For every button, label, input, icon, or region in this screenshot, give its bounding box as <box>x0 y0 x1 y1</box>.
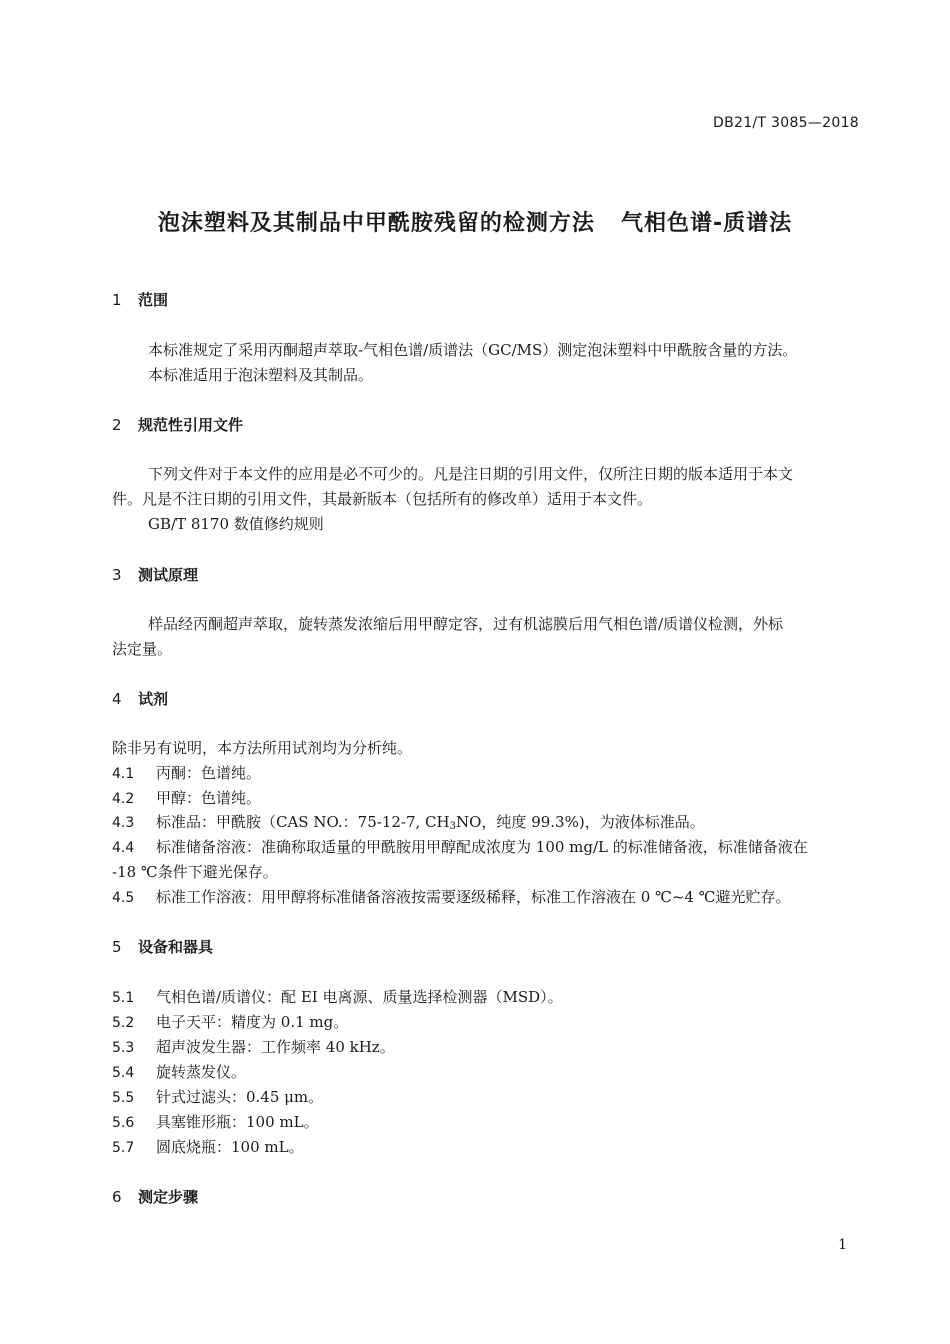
document-title <box>0 206 950 237</box>
item-text: 标准储备溶液：准确称取适量的甲酰胺用甲醇配成浓度为 100 mg/L 的标准储备液，标准储备液在 <box>156 838 808 856</box>
item-text: 针式过滤头：0.45 μm。 <box>156 1088 324 1106</box>
list-item <box>112 1011 348 1032</box>
subscript: 3 <box>449 821 456 832</box>
item-number: 5.7 <box>112 1140 135 1156</box>
paragraph-line: 法定量。 <box>112 640 173 658</box>
reference-entry: GB/T 8170 数值修约规则 <box>148 515 324 533</box>
item-number: 5.6 <box>112 1115 135 1131</box>
section-number: 6 <box>112 1188 122 1206</box>
item-number: 5.2 <box>112 1015 135 1031</box>
list-item <box>112 787 261 808</box>
item-number: 4.3 <box>112 815 135 831</box>
title-sub: 气相色谱-质谱法 <box>620 211 793 236</box>
item-number: 5.3 <box>112 1040 135 1056</box>
list-item <box>112 1086 323 1107</box>
document-number: DB21/T 3085—2018 <box>713 115 859 131</box>
list-item <box>112 886 791 907</box>
item-text: 电子天平：精度为 0.1 mg。 <box>156 1013 349 1031</box>
list-item <box>112 836 808 857</box>
item-text: NO，纯度 99.3%)，为液体标准品。 <box>456 813 705 831</box>
section-heading-principle <box>112 564 198 585</box>
section-number: 5 <box>112 938 122 956</box>
list-item-continuation: -18 ℃条件下避光保存。 <box>112 863 278 881</box>
section-heading-reagents <box>112 688 168 709</box>
item-text: 标准工作溶液：用甲醇将标准储备溶液按需要逐级稀释，标准工作溶液在 0 ℃~4 ℃避光贮存。 <box>156 888 791 906</box>
item-text: 甲醇：色谱纯。 <box>156 789 262 807</box>
section-title: 设备和器具 <box>138 938 214 956</box>
section-title: 范围 <box>138 291 169 309</box>
section-title: 测定步骤 <box>138 1188 199 1206</box>
section-heading-scope <box>112 289 168 310</box>
list-item <box>112 986 563 1007</box>
paragraph-line: 下列文件对于本文件的应用是必不可少的。凡是注日期的引用文件，仅所注日期的版本适用于本文 <box>148 465 794 483</box>
item-number: 4.2 <box>112 791 135 807</box>
item-text: 标准品：甲酰胺（CAS NO.：75-12-7, CH <box>156 813 450 831</box>
item-number: 4.4 <box>112 840 135 856</box>
section-number: 1 <box>112 291 122 309</box>
list-item <box>112 811 705 832</box>
list-item <box>112 1136 304 1157</box>
item-number: 5.4 <box>112 1065 135 1081</box>
item-text: 气相色谱/质谱仪：配 EI 电离源、质量选择检测器（MSD）。 <box>156 988 563 1006</box>
paragraph: 本标准规定了采用丙酮超声萃取-气相色谱/质谱法（GC/MS）测定泡沫塑料中甲酰胺含量的方法。 <box>148 341 798 359</box>
page-number: 1 <box>838 1237 847 1253</box>
list-item <box>112 762 261 783</box>
item-text: 旋转蒸发仪。 <box>156 1063 247 1081</box>
list-item <box>112 1111 319 1132</box>
section-number: 2 <box>112 416 122 434</box>
section-title: 测试原理 <box>138 566 199 584</box>
paragraph-line: 件。凡是不注日期的引用文件，其最新版本（包括所有的修改单）适用于本文件。 <box>112 490 653 508</box>
item-number: 5.5 <box>112 1090 135 1106</box>
section-heading-normative-references <box>112 414 243 435</box>
paragraph-line: 样品经丙酮超声萃取，旋转蒸发浓缩后用甲醇定容，过有机滤膜后用气相色谱/质谱仪检测，外标 <box>148 615 784 633</box>
section-title: 试剂 <box>138 690 169 708</box>
item-text: 超声波发生器：工作频率 40 kHz。 <box>156 1038 395 1056</box>
item-number: 4.1 <box>112 766 135 782</box>
item-text: 具塞锥形瓶：100 mL。 <box>156 1113 319 1131</box>
item-number: 5.1 <box>112 990 135 1006</box>
section-number: 3 <box>112 566 122 584</box>
section-heading-apparatus <box>112 936 213 957</box>
item-number: 4.5 <box>112 890 135 906</box>
item-text: 圆底烧瓶：100 mL。 <box>156 1138 304 1156</box>
item-text: 丙酮：色谱纯。 <box>156 764 262 782</box>
title-main: 泡沫塑料及其制品中甲酰胺残留的检测方法 <box>157 211 595 236</box>
paragraph: 除非另有说明，本方法所用试剂均为分析纯。 <box>112 739 413 757</box>
list-item <box>112 1061 246 1082</box>
section-number: 4 <box>112 690 122 708</box>
paragraph: 本标准适用于泡沫塑料及其制品。 <box>148 366 374 384</box>
list-item <box>112 1036 395 1057</box>
section-heading-procedure <box>112 1186 198 1207</box>
section-title: 规范性引用文件 <box>138 416 244 434</box>
